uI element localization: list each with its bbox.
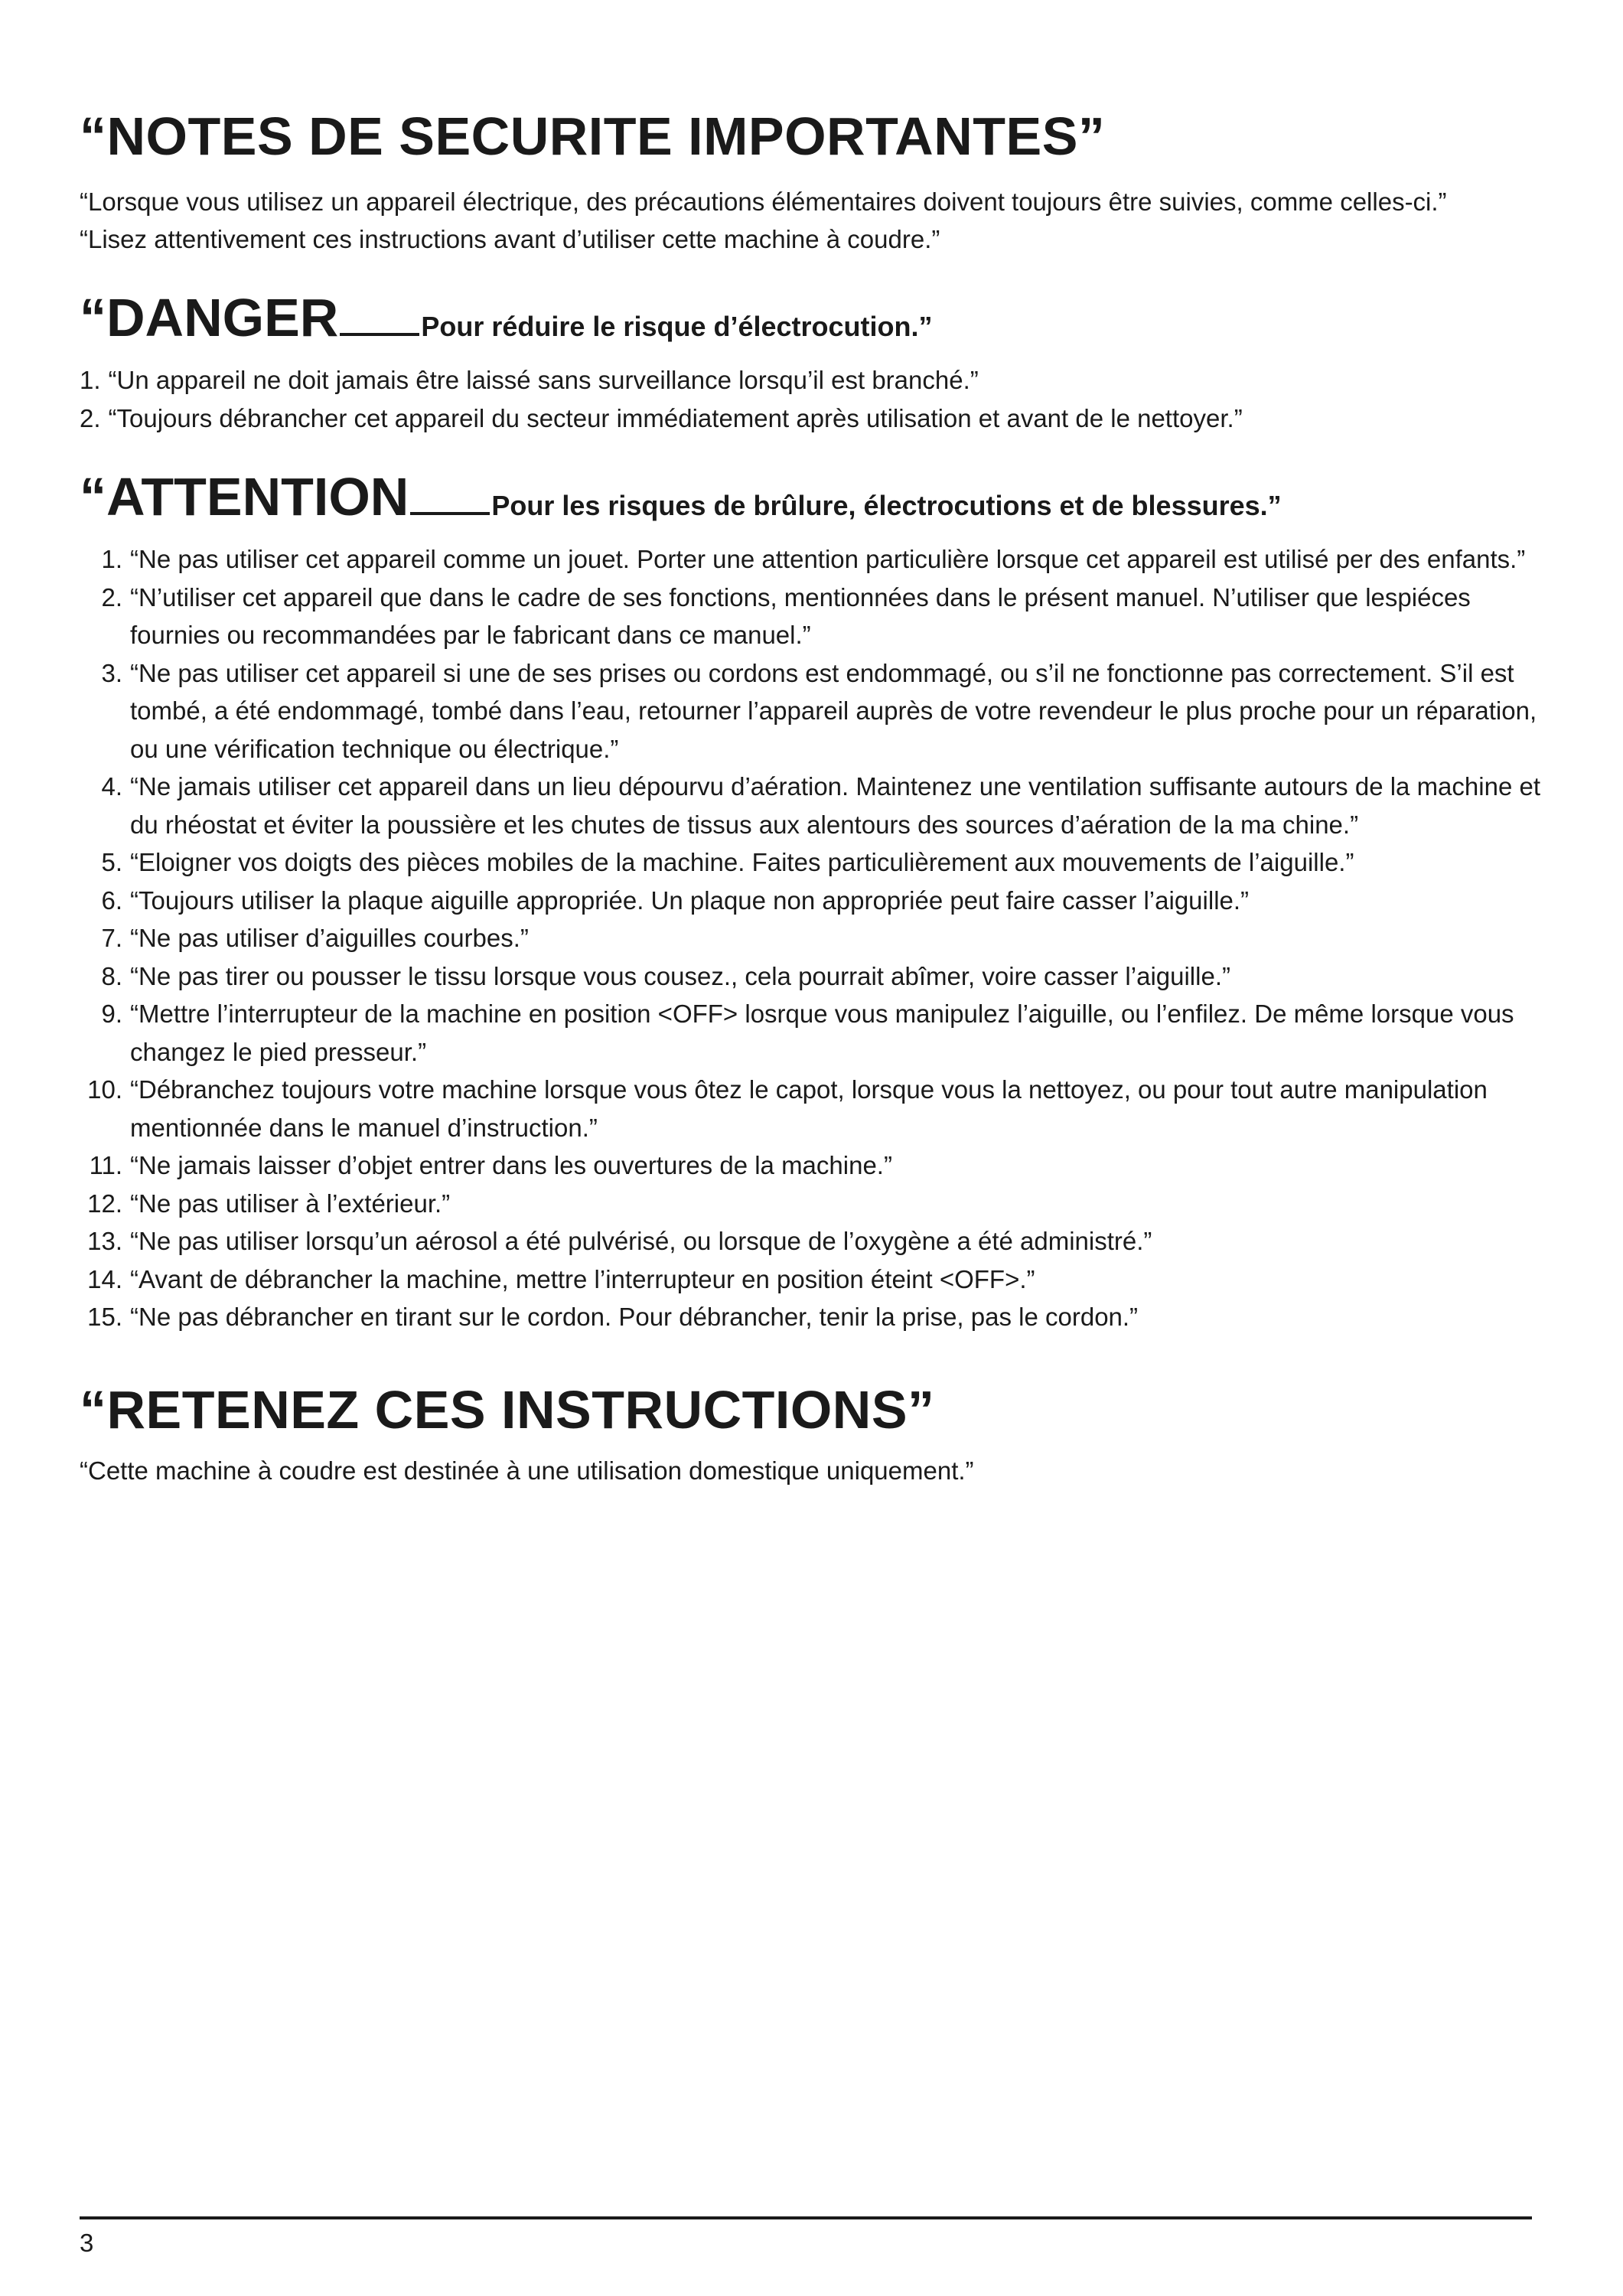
attention-subtitle: Pour les risques de brûlure, électrocutions et de blessures.”: [491, 490, 1282, 521]
intro-paragraph-2: “Lisez attentivement ces instructions avant d’utiliser cette machine à coudre.”: [80, 225, 940, 253]
list-item: 7. “Ne pas utiliser d’aiguilles courbes.”: [101, 924, 529, 952]
list-item: 2. “Toujours débrancher cet appareil du secteur immédiatement après utilisation et avant de le nettoyer.”: [80, 403, 1243, 432]
retenez-title: “RETENEZ CES INSTRUCTIONS”: [80, 1379, 935, 1440]
intro-block: [80, 183, 1549, 258]
danger-subtitle: Pour réduire le risque d’électrocution.”: [421, 311, 933, 342]
danger-title: “DANGER: [80, 288, 339, 347]
danger-rule: [340, 333, 419, 336]
footer-rule: [80, 2216, 1532, 2219]
retenez-text: “Cette machine à coudre est destinée à une utilisation domestique uniquement.”: [80, 1456, 974, 1485]
list-item: 12. “Ne pas utiliser à l’extérieur.”: [87, 1189, 451, 1218]
list-item: 6. “Toujours utiliser la plaque aiguille appropriée. Un plaque non appropriée peut faire casser l’aiguille.”: [101, 885, 1250, 915]
page-title: “NOTES DE SECURITE IMPORTANTES”: [80, 106, 1106, 166]
page-number: 3: [80, 2229, 94, 2257]
list-item: 13. “Ne pas utiliser lorsqu’un aérosol a été pulvérisé, ou lorsque de l’oxygène a été administré.”: [87, 1227, 1152, 1255]
intro-paragraph-1: “Lorsque vous utilisez un appareil électrique, des précautions élémentaires doivent toujours être suivies, comme celles-ci.”: [80, 188, 1447, 216]
list-item: 9. “Mettre l’interrupteur de la machine en position <OFF> losrque vous manipulez l’aiguille, ou l’enfilez. De même lorsque vous changez le pied presseur.”: [101, 1000, 1514, 1066]
list-item: 1. “Un appareil ne doit jamais être laissé sans surveillance lorsqu’il est branché.”: [80, 366, 979, 394]
list-item: 4. “Ne jamais utiliser cet appareil dans un lieu dépourvu d’aération. Maintenez une ventilation suffisante autours de la machine et du rhéostat et éviter la poussière et les chutes de tissus aux alentours des sources d’aération de la ma chine.”: [101, 772, 1540, 839]
list-item: 3. “Ne pas utiliser cet appareil si une de ses prises ou cordons est endommagé, ou s’il ne fonctionne pas correctement. S’il est tombé, a été endommagé, tombé dans l’eau, retourner l’appareil auprès de votre revendeur le plus proche pour un réparation, ou une vérification technique ou électrique.”: [101, 658, 1537, 763]
list-item: 2. “N’utiliser cet appareil que dans le cadre de ses fonctions, mentionnées dans le présent manuel. N’utiliser que lespiéces fournies ou recommandées par le fabricant dans ce manuel.”: [101, 582, 1471, 649]
attention-title: “ATTENTION: [80, 467, 409, 527]
list-item: 8. “Ne pas tirer ou pousser le tissu lorsque vous cousez., cela pourrait abîmer, voire casser l’aiguille.”: [101, 961, 1230, 990]
list-item: 14. “Avant de débrancher la machine, mettre l’interrupteur en position éteint <OFF>.”: [87, 1264, 1035, 1293]
attention-rule: [410, 512, 490, 515]
safety-page: [80, 107, 1549, 1489]
danger-heading: [80, 289, 1549, 347]
list-item: 15. “Ne pas débrancher en tirant sur le cordon. Pour débrancher, tenir la prise, pas le cordon.”: [87, 1303, 1139, 1331]
attention-heading: [80, 468, 1549, 527]
danger-list: [80, 361, 1549, 437]
list-item: 11. “Ne jamais laisser d’objet entrer dans les ouvertures de la machine.”: [89, 1151, 892, 1179]
list-item: 10. “Débranchez toujours votre machine lorsque vous ôtez le capot, lorsque vous la nettoyez, ou pour tout autre manipulation mentionnée dans le manuel d’instruction.”: [87, 1075, 1488, 1142]
attention-list: [80, 540, 1549, 1336]
list-item: 5. “Eloigner vos doigts des pièces mobiles de la machine. Faites particulièrement aux mouvements de l’aiguille.”: [101, 848, 1354, 876]
list-item: 1. “Ne pas utiliser cet appareil comme un jouet. Porter une attention particulière lorsque cet appareil est utilisé per des enfants.”: [101, 545, 1526, 573]
